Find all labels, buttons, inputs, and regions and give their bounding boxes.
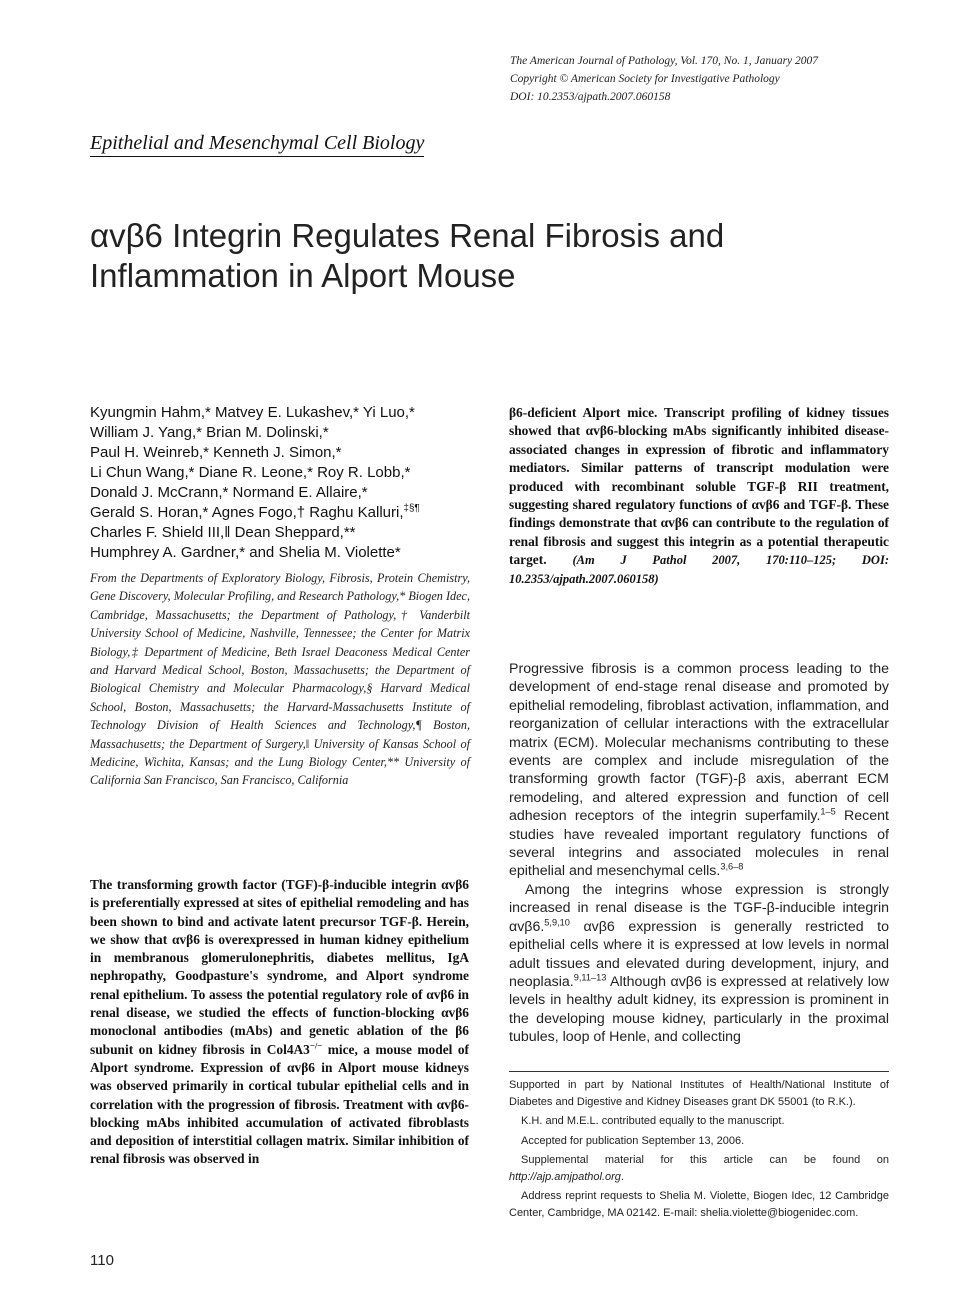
footnote-reprint: Address reprint requests to Shelia M. Violette, Biogen Idec, 12 Cambridge Center, Cambridge, MA 02142. E-mail: shelia.violette@biogenidec.com. <box>509 1190 889 1219</box>
author-line: William J. Yang,* Brian M. Dolinski,* <box>90 424 329 441</box>
page-number: 110 <box>90 1252 114 1269</box>
author-line: Paul H. Weinreb,* Kenneth J. Simon,* <box>90 444 342 461</box>
title-line-2: Inflammation in Alport Mouse <box>90 257 516 294</box>
journal-citation: The American Journal of Pathology, Vol. 170, No. 1, January 2007 <box>510 55 819 67</box>
footnote-funding: Supported in part by National Institutes of Health/National Institute of Diabetes and Digestive and Kidney Diseases grant DK 55001 (to R.K.). <box>509 1079 889 1108</box>
article-title <box>90 216 910 296</box>
journal-header <box>510 52 940 106</box>
abstract-column-left: The transforming growth factor (TGF)-β-inducible integrin αvβ6 is preferentially expressed at sites of epithelial remodeling and has been shown to bind and activate latent precursor TGF-β. Herein, we show that αvβ6 is overexpressed in human kidney epithelium in membranous glomerulonephritis, diabetes mellitus, IgA nephropathy, Goodpasture's syndrome, and Alport syndrome renal epithelium. To assess the potential regulatory role of αvβ6 in renal disease, we studied the effects of function-blocking αvβ6 monoclonal antibodies (mAbs) and genetic ablation of the β6 subunit on kidney fibrosis in Col4A3−/− mice, a mouse model of Alport syndrome. Expression of αvβ6 in Alport mouse kidneys was observed primarily in cortical tubular epithelial cells and in correlation with the progression of fibrosis. Treatment with αvβ6-blocking mAbs inhibited accumulation of activated fibroblasts and deposition of interstitial collagen matrix. Similar inhibition of renal fibrosis was observed in <box>90 877 469 1167</box>
author-line: Li Chun Wang,* Diane R. Leone,* Roy R. Lobb,* <box>90 464 411 481</box>
author-line: Charles F. Shield III,‖ Dean Sheppard,** <box>90 524 356 541</box>
author-line: Donald J. McCrann,* Normand E. Allaire,* <box>90 484 368 501</box>
reference-marker: 9,11–13 <box>573 972 607 983</box>
footnote-divider <box>509 1071 889 1072</box>
journal-copyright: Copyright © American Society for Investigative Pathology <box>510 73 780 85</box>
abstract-citation: (Am J Pathol 2007, 170:110–125; DOI: 10.2353/ajpath.2007.060158) <box>509 553 889 586</box>
footnote-supplemental: Supplemental material for this article can be found on http://ajp.amjpathol.org. <box>509 1154 889 1183</box>
author-list <box>90 403 490 563</box>
author-line: Humphrey A. Gardner,* and Shelia M. Violette* <box>90 544 401 561</box>
footnote-contribution: K.H. and M.E.L. contributed equally to the manuscript. <box>521 1115 785 1127</box>
affiliations: From the Departments of Exploratory Biology, Fibrosis, Protein Chemistry, Gene Discovery, Molecular Profiling, and Research Pathology,* Biogen Idec, Cambridge, Massachusetts; the Department of Pathology,† Vanderbilt University School of Medicine, Nashville, Tennessee; the Center for Matrix Biology,‡ Department of Medicine, Beth Israel Deaconess Medical Center and Harvard Medical School, Boston, Massachusetts; the Department of Biological Chemistry and Molecular Pharmacology,§ Harvard Medical School, Boston, Massachusetts; the Harvard-Massachusetts Institute of Technology Division of Health Sciences and Technology,¶ Boston, Massachusetts; the Department of Surgery,‖ University of Kansas School of Medicine, Wichita, Kansas; and the Lung Biology Center,** University of California San Francisco, San Francisco, California <box>90 571 470 788</box>
footnotes <box>509 1077 889 1224</box>
body-paragraph: Progressive fibrosis is a common process leading to the development of end-stage renal disease and promoted by epithelial remodeling, fibroblast activation, inflammation, and reorganization of cellular interactions with the extracellular matrix (ECM). Molecular mechanisms contributing to these events are complex and include misregulation of the transforming growth factor (TGF)-β axis, aberrant ECM remodeling, and altered expression and function of cell adhesion receptors of the integrin superfamily.$^{1-5}$ Recent studies have revealed important regulatory functions of several integrins and associated molecules in renal epithelial and mesenchymal cells.$^{3,6-8}$ <box>509 661 889 880</box>
reference-marker: 1–5 <box>820 806 836 817</box>
title-line-1: αvβ6 Integrin Regulates Renal Fibrosis and <box>90 217 725 254</box>
journal-doi: DOI: 10.2353/ajpath.2007.060158 <box>510 91 671 103</box>
author-line: Kyungmin Hahm,* Matvey E. Lukashev,* Yi Luo,* <box>90 404 415 421</box>
body-paragraph: Among the integrins whose expression is strongly increased in renal disease is the TGF-β-inducible integrin αvβ6.$^{5,9,10}$ αvβ6 expression is generally restricted to epithelial cells where it is expressed at low levels in normal adult tissues and elevated during development, injury, and neoplasia.$^{9,11-13}$ Although αvβ6 is expressed at relatively low levels in healthy adult kidney, its expression is prominent in the developing mouse kidney, particularly in the proximal tubules, loop of Henle, and collecting <box>509 881 889 1046</box>
author-affil-marks: ‡§¶ <box>403 503 420 514</box>
body-text <box>509 660 889 1047</box>
footnote-accepted: Accepted for publication September 13, 2006. <box>521 1134 745 1147</box>
author-line: Gerald S. Horan,* Agnes Fogo,† Raghu Kalluri,‡§¶ <box>90 503 420 521</box>
supplemental-link[interactable]: http://ajp.amjpathol.org <box>509 1170 621 1183</box>
abstract-column-right: β6-deficient Alport mice. Transcript profiling of kidney tissues showed that αvβ6-blocking mAbs significantly inhibited disease-associated changes in expression of fibrotic and inflammatory mediators. Similar patterns of transcript modulation were produced with recombinant soluble TGF-β RII treatment, suggesting shared regulatory functions of αvβ6 and TGF-β. These findings demonstrate that αvβ6 can contribute to the regulation of renal fibrosis and suggest this integrin as a potential therapeutic target. (Am J Pathol 2007, 170:110–125; DOI: 10.2353/ajpath.2007.060158) <box>509 405 889 586</box>
section-heading: Epithelial and Mesenchymal Cell Biology <box>90 132 424 157</box>
reference-marker: 5,9,10 <box>544 916 570 927</box>
reference-marker: 3,6–8 <box>720 861 744 872</box>
